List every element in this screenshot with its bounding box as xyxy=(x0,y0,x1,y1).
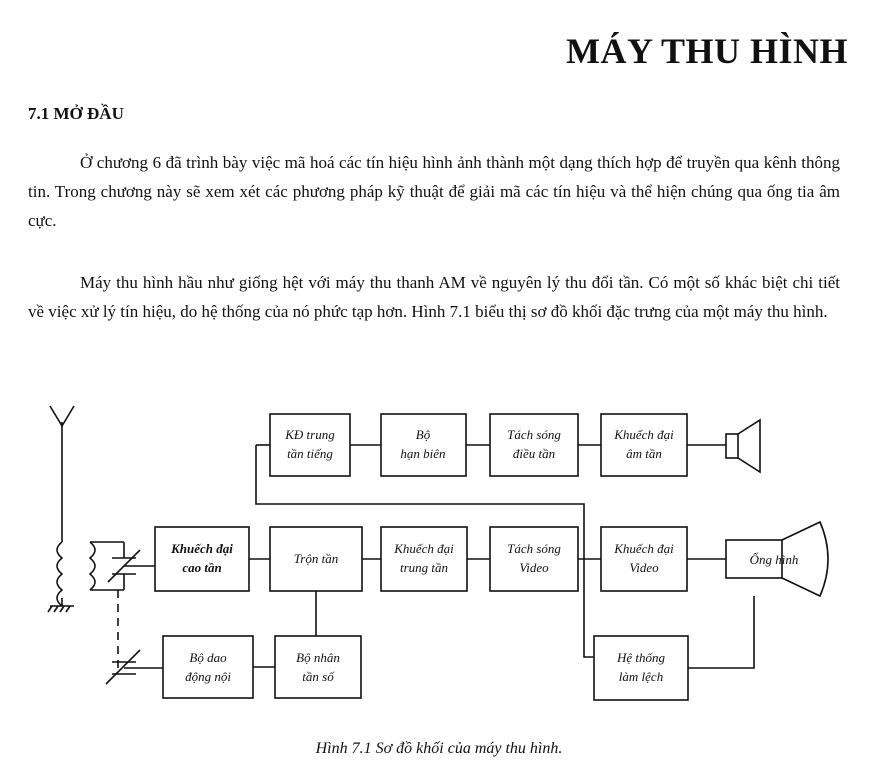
label-ong-hinh: Ống hình xyxy=(749,552,799,567)
speaker-icon xyxy=(726,434,738,458)
paragraph-1: Ở chương 6 đã trình bày việc mã hoá các tín hiệu hình ảnh thành một dạng thích hợp để truyền qua kênh thông tin. Trong chương này sẽ xem xét các phương pháp kỹ thuật để giải mã các tín hiệu và thể hiện chúng qua ống tia âm cực. xyxy=(28,153,840,230)
label-khuech-dai-trung-tan: Khuếch đại xyxy=(394,541,454,556)
label-bo-dao-dong-noi: Bộ dao xyxy=(189,650,227,665)
block-khuech-dai-trung-tan xyxy=(381,527,467,591)
label-khuech-dai-cao-tan: Khuếch đại xyxy=(171,541,233,556)
block-khuech-dai-video xyxy=(601,527,687,591)
block-khuech-dai-cao-tan xyxy=(155,527,249,591)
block-khuech-dai-am-tan xyxy=(601,414,687,476)
svg-text:động nội: động nội xyxy=(185,669,231,684)
block-tach-song-video xyxy=(490,527,578,591)
label-he-thong-lam-lech: Hệ thống xyxy=(616,650,666,665)
label-bo-han-bien: Bộ xyxy=(415,427,431,442)
figure-caption: Hình 7.1 Sơ đồ khối của máy thu hình. xyxy=(315,740,563,757)
section-heading: 7.1 MỞ ĐẦU xyxy=(28,104,124,123)
block-he-thong-lam-lech xyxy=(594,636,688,700)
variable-capacitor-2 xyxy=(106,650,140,684)
coil-secondary xyxy=(90,542,95,590)
svg-text:tần tiếng: tần tiếng xyxy=(287,446,333,461)
block-bo-han-bien xyxy=(381,414,466,476)
label-bo-nhan-tan-so: Bộ nhân xyxy=(296,650,340,665)
paragraph-2: Máy thu hình hầu như giống hệt với máy thu thanh AM về nguyên lý thu đổi tần. Có một số khác biệt chi tiết về việc xử lý tín hiệu, do hệ thống của nó phức tạp hơn. Hình 7.1 biểu thị sơ đồ khối đặc trưng của một máy thu hình. xyxy=(28,273,840,321)
label-khuech-dai-video: Khuếch đại xyxy=(614,541,674,556)
block-bo-dao-dong-noi xyxy=(163,636,253,698)
block-kd-trung-tan-tieng xyxy=(270,414,350,476)
svg-text:trung tần: trung tần xyxy=(399,560,449,575)
label-tach-song-dieu-tan: Tách sóng xyxy=(507,427,561,442)
svg-text:âm tần: âm tần xyxy=(626,446,662,461)
svg-text:điều tần: điều tần xyxy=(512,446,556,461)
label-kd-trung-tan-tieng: KĐ trung xyxy=(285,427,335,442)
svg-text:tần số: tần số xyxy=(302,669,334,684)
label-tron-tan: Trộn tần xyxy=(293,551,339,566)
svg-text:hạn biên: hạn biên xyxy=(400,446,446,461)
label-tach-song-video: Tách sóng xyxy=(507,541,561,556)
svg-text:cao tần: cao tần xyxy=(182,560,222,575)
block-tach-song-dieu-tan xyxy=(490,414,578,476)
block-bo-nhan-tan-so xyxy=(275,636,361,698)
svg-text:làm lệch: làm lệch xyxy=(618,669,664,684)
svg-text:Video: Video xyxy=(519,560,549,575)
coil-primary xyxy=(57,542,62,606)
svg-text:Video: Video xyxy=(629,560,659,575)
label-khuech-dai-am-tan: Khuếch đại xyxy=(614,427,674,442)
chapter-title: MÁY THU HÌNH xyxy=(565,31,848,71)
block-diagram xyxy=(0,392,878,732)
